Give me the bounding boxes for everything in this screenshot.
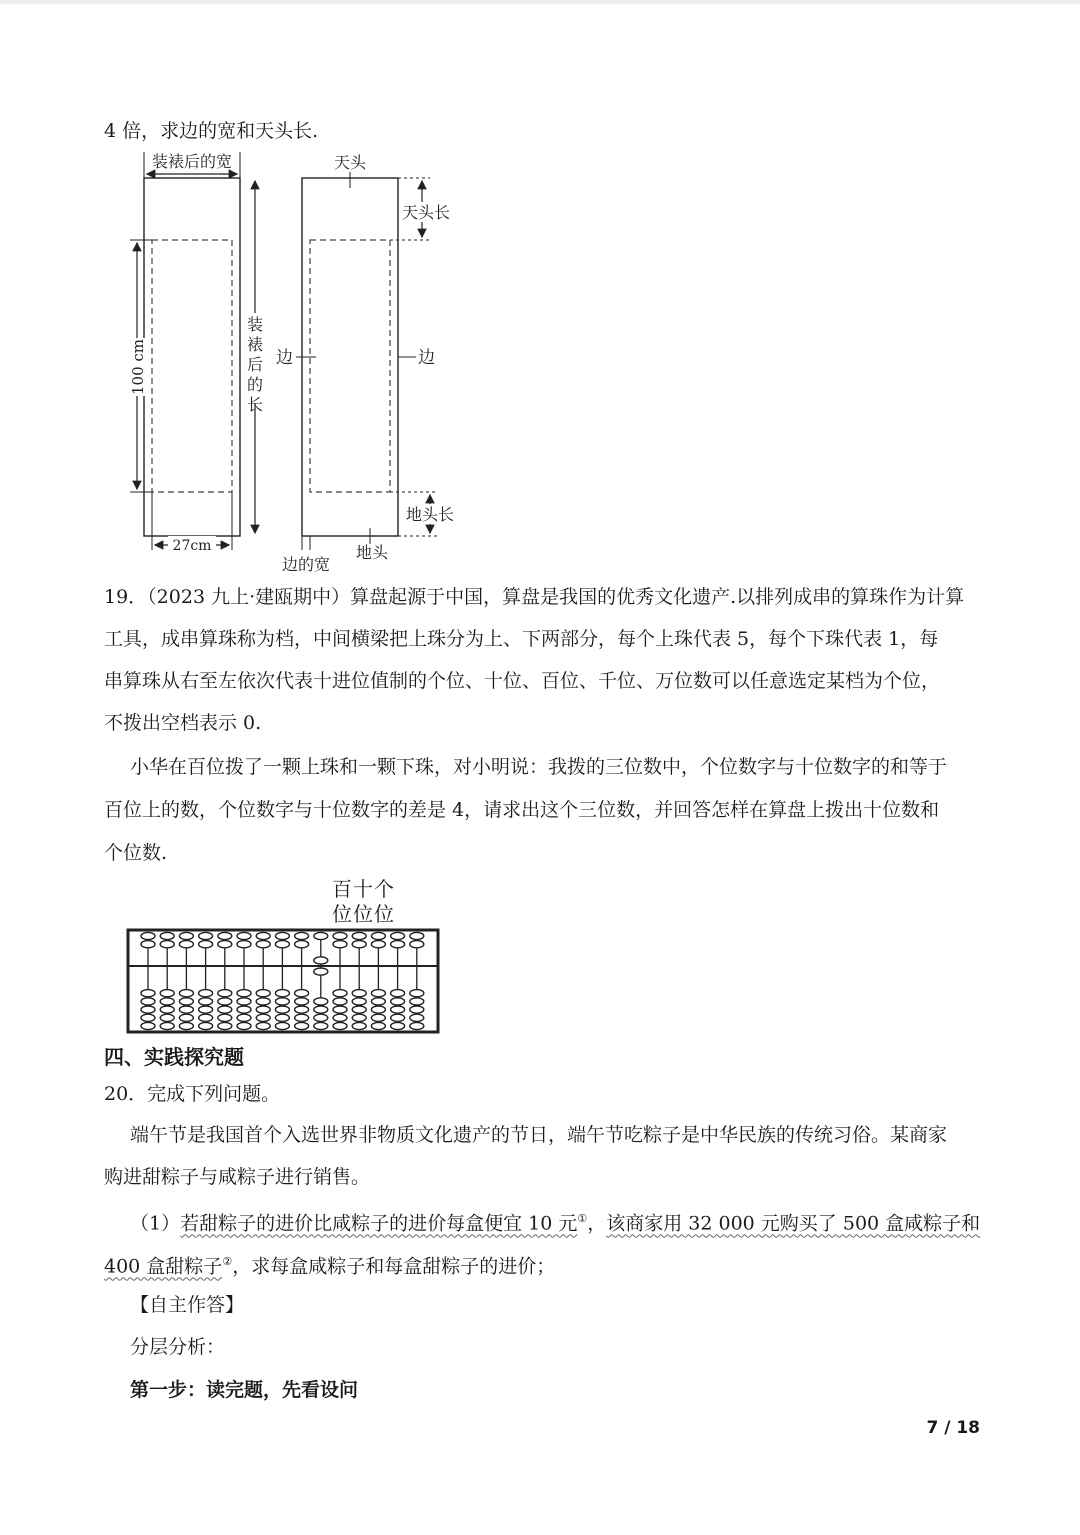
abacus-upper-bead	[141, 941, 155, 948]
abacus-lower-bead	[314, 1006, 328, 1013]
q20-part1-line-2	[104, 1249, 555, 1279]
abacus-lower-bead	[256, 1014, 270, 1021]
q19-line-2: 工具，成串算珠称为档，中间横梁把上珠分为上、下两部分，每个上珠代表 5，每个下珠代表 1，每	[104, 628, 939, 650]
abacus-upper-bead	[333, 941, 347, 948]
abacus-lower-bead	[391, 1022, 405, 1029]
abacus-lower-bead	[333, 1006, 347, 1013]
abacus-lower-bead	[237, 998, 251, 1005]
abacus-lower-bead	[352, 1014, 366, 1021]
abacus-lower-bead	[141, 1022, 155, 1029]
abacus-upper-bead	[160, 941, 174, 948]
self-answer-label: 【自主作答】	[130, 1294, 245, 1316]
abacus-lower-bead	[371, 1006, 385, 1013]
mounted-length-label: 装裱后的长	[246, 315, 264, 414]
q19-line-6: 百位上的数，个位数字与十位数字的差是 4，请求出这个三位数，并回答怎样在算盘上拨出十位数和	[104, 799, 940, 821]
abacus-lower-bead	[314, 1022, 328, 1029]
abacus-lower-bead	[410, 1006, 424, 1013]
abacus-upper-bead	[295, 932, 309, 939]
abacus-lower-bead	[333, 990, 347, 997]
q20-part1-number: （1）	[130, 1212, 181, 1235]
q20-line-2: 端午节是我国首个入选世界非物质文化遗产的节日，端午节吃粽子是中华民族的传统习俗。某商家	[130, 1124, 948, 1146]
abacus-upper-bead	[410, 941, 424, 948]
abacus-lower-bead	[314, 968, 328, 975]
abacus-lower-bead	[218, 990, 232, 997]
abacus-upper-bead	[391, 932, 405, 939]
abacus-lower-bead	[179, 1014, 193, 1021]
abacus-lower-bead	[391, 998, 405, 1005]
abacus-upper-bead	[256, 941, 270, 948]
abacus-lower-bead	[295, 1006, 309, 1013]
abacus-lower-bead	[199, 1006, 213, 1013]
mounted-width-label: 装裱后的宽	[151, 152, 233, 171]
abacus-upper-bead	[160, 932, 174, 939]
abacus-upper-bead	[371, 932, 385, 939]
abacus-upper-bead	[179, 941, 193, 948]
abacus-upper-bead	[275, 932, 289, 939]
abacus-lower-bead	[391, 990, 405, 997]
marker-2: ②	[222, 1255, 233, 1268]
section-title: 四、实践探究题	[104, 1045, 244, 1069]
q19-line-5: 小华在百位拨了一颗上珠和一颗下珠，对小明说：我拨的三位数中，个位数字与十位数字的和等于	[130, 756, 948, 778]
left-border-label: 边	[276, 348, 293, 368]
marker-1: ①	[577, 1212, 588, 1225]
abacus-lower-bead	[410, 1022, 424, 1029]
abacus-lower-bead	[391, 1006, 405, 1013]
abacus-lower-bead	[160, 1014, 174, 1021]
abacus-lower-bead	[141, 998, 155, 1005]
abacus-lower-bead	[179, 990, 193, 997]
abacus-lower-bead	[199, 1022, 213, 1029]
abacus-lower-bead	[275, 998, 289, 1005]
abacus-lower-bead	[314, 998, 328, 1005]
ditou-length-label: 地头长	[406, 505, 455, 524]
abacus-lower-bead	[371, 1022, 385, 1029]
abacus-lower-bead	[295, 990, 309, 997]
tiantou-label: 天头	[333, 153, 367, 172]
q20-question: ，求每盒咸粽子和每盒甜粽子的进价；	[232, 1255, 556, 1278]
abacus-upper-bead	[199, 932, 213, 939]
step-1-label: 第一步：读完题，先看设问	[130, 1379, 359, 1401]
abacus-lower-bead	[199, 998, 213, 1005]
abacus-lower-bead	[333, 1014, 347, 1021]
abacus-label-row-2: 位位位	[332, 902, 395, 926]
abacus-lower-bead	[275, 1022, 289, 1029]
q20-part1-line-1	[130, 1206, 980, 1236]
abacus-upper-bead	[333, 932, 347, 939]
q19-line-1: 19．（2023 九上·建瓯期中）算盘起源于中国，算盘是我国的优秀文化遗产.以排列成串的算珠作为计算	[104, 586, 965, 608]
abacus-upper-bead	[256, 932, 270, 939]
abacus-lower-bead	[391, 1014, 405, 1021]
abacus-lower-bead	[295, 998, 309, 1005]
abacus-label-row-1: 百十个	[332, 877, 395, 901]
abacus	[126, 928, 440, 1034]
abacus-upper-bead	[410, 932, 424, 939]
left-scroll-artwork	[152, 240, 232, 492]
width-27-label: 27cm	[172, 538, 212, 554]
abacus-lower-bead	[218, 1014, 232, 1021]
abacus-lower-bead	[256, 1022, 270, 1029]
q19-line-4: 不拨出空档表示 0.	[104, 712, 262, 734]
abacus-upper-bead	[218, 941, 232, 948]
right-scroll-artwork	[310, 240, 390, 492]
abacus-lower-bead	[410, 1014, 424, 1021]
abacus-lower-bead	[256, 990, 270, 997]
abacus-lower-bead	[352, 990, 366, 997]
abacus-lower-bead	[256, 1006, 270, 1013]
border-width-label: 边的宽	[281, 555, 331, 574]
top-edge	[0, 0, 1080, 4]
abacus-lower-bead	[256, 998, 270, 1005]
abacus-upper-bead	[314, 932, 328, 939]
q20-line-3: 购进甜粽子与咸粽子进行销售。	[104, 1166, 371, 1188]
right-scroll-outline	[302, 178, 398, 536]
abacus-lower-bead	[141, 990, 155, 997]
abacus-lower-bead	[410, 998, 424, 1005]
ditou-label: 地头	[355, 543, 389, 562]
abacus-upper-bead	[314, 957, 328, 964]
height-100-label: 100 cm	[129, 338, 147, 396]
abacus-upper-bead	[199, 941, 213, 948]
abacus-upper-bead	[275, 941, 289, 948]
q20-condition-2: 该商家用 32 000 元购买了 500 盒咸粽子和	[606, 1212, 981, 1235]
abacus-lower-bead	[333, 998, 347, 1005]
abacus-upper-bead	[352, 941, 366, 948]
scroll-figure	[120, 148, 480, 578]
abacus-upper-bead	[218, 932, 232, 939]
abacus-lower-bead	[160, 990, 174, 997]
abacus-lower-bead	[352, 1022, 366, 1029]
abacus-lower-bead	[218, 998, 232, 1005]
abacus-lower-bead	[218, 1022, 232, 1029]
abacus-upper-bead	[141, 932, 155, 939]
abacus-upper-bead	[352, 932, 366, 939]
abacus-lower-bead	[199, 1014, 213, 1021]
abacus-upper-bead	[179, 932, 193, 939]
q20-line-1: 20．完成下列问题。	[104, 1083, 281, 1105]
abacus-lower-bead	[275, 1014, 289, 1021]
abacus-upper-bead	[371, 941, 385, 948]
abacus-lower-bead	[275, 1006, 289, 1013]
abacus-lower-bead	[141, 1014, 155, 1021]
abacus-lower-bead	[352, 1006, 366, 1013]
abacus-lower-bead	[160, 1006, 174, 1013]
abacus-lower-bead	[237, 1014, 251, 1021]
abacus-lower-bead	[179, 1006, 193, 1013]
abacus-lower-bead	[160, 998, 174, 1005]
q20-comma: ，	[587, 1212, 607, 1235]
q19-line-3: 串算珠从右至左依次代表十进位值制的个位、十位、百位、千位、万位数可以任意选定某档为个位，	[104, 670, 941, 692]
abacus-upper-bead	[295, 941, 309, 948]
abacus-upper-bead	[391, 941, 405, 948]
abacus-lower-bead	[352, 998, 366, 1005]
tiantou-length-label: 天头长	[402, 203, 451, 222]
abacus-lower-bead	[199, 990, 213, 997]
abacus-lower-bead	[371, 1014, 385, 1021]
abacus-lower-bead	[333, 1022, 347, 1029]
abacus-lower-bead	[237, 1022, 251, 1029]
analysis-label: 分层分析：	[130, 1336, 226, 1358]
abacus-lower-bead	[179, 1022, 193, 1029]
abacus-upper-bead	[237, 941, 251, 948]
intro-text: 4 倍，求边的宽和天头长.	[104, 120, 319, 142]
right-border-label: 边	[418, 348, 435, 368]
abacus-lower-bead	[218, 1006, 232, 1013]
page-number: 7 / 18	[926, 1418, 980, 1438]
abacus-lower-bead	[295, 1022, 309, 1029]
abacus-lower-bead	[237, 990, 251, 997]
abacus-lower-bead	[371, 998, 385, 1005]
left-scroll-outline	[144, 178, 240, 536]
abacus-lower-bead	[410, 990, 424, 997]
abacus-lower-bead	[275, 990, 289, 997]
abacus-lower-bead	[371, 990, 385, 997]
abacus-lower-bead	[141, 1006, 155, 1013]
abacus-lower-bead	[237, 1006, 251, 1013]
q19-line-7: 个位数.	[104, 842, 168, 864]
abacus-lower-bead	[314, 1014, 328, 1021]
q20-condition-1: 若甜粽子的进价比咸粽子的进价每盒便宜 10 元	[180, 1212, 578, 1235]
abacus-lower-bead	[295, 1014, 309, 1021]
abacus-upper-bead	[237, 932, 251, 939]
abacus-lower-bead	[179, 998, 193, 1005]
abacus-lower-bead	[160, 1022, 174, 1029]
q20-condition-2-end: 400 盒甜粽子	[104, 1255, 223, 1278]
